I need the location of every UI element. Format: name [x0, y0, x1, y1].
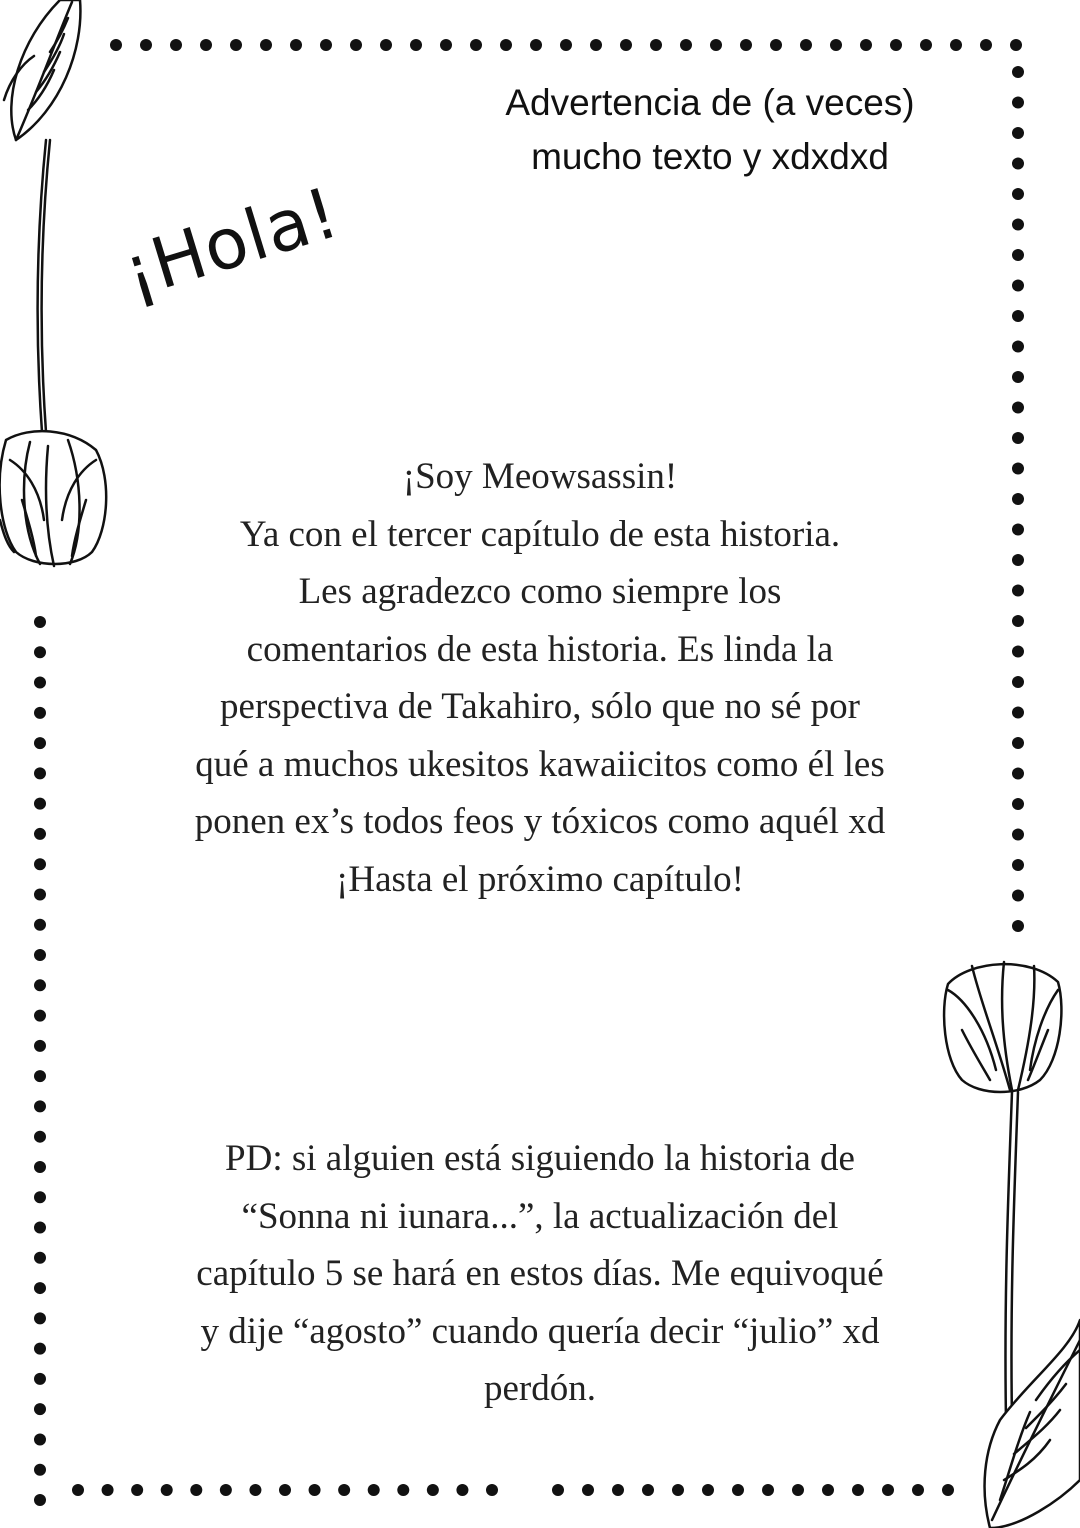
border-dot [34, 1343, 46, 1355]
border-dot [34, 1464, 46, 1476]
border-dot [200, 39, 212, 51]
border-dot [980, 39, 992, 51]
message-line: qué a muchos ukesitos kawaiicitos como él les [195, 743, 885, 785]
border-dot [309, 1484, 321, 1496]
border-dot [34, 737, 46, 749]
border-dot [410, 39, 422, 51]
border-dot [1012, 280, 1024, 292]
tulip-icon-bottom-right [944, 962, 1061, 1420]
border-dot [34, 979, 46, 991]
border-dot [1012, 463, 1024, 475]
border-dot [34, 1040, 46, 1052]
border-dot [1012, 493, 1024, 505]
border-dot [249, 1484, 261, 1496]
border-dot [560, 39, 572, 51]
border-dot [34, 1222, 46, 1234]
border-dot [732, 1484, 744, 1496]
border-dot [34, 1161, 46, 1173]
border-dot [230, 39, 242, 51]
border-dot [1012, 768, 1024, 780]
border-dot [942, 1484, 954, 1496]
border-dot [582, 1484, 594, 1496]
leaf-icon-top-left [4, 0, 80, 140]
border-dot [170, 39, 182, 51]
message-line: Ya con el tercer capítulo de esta historia. [239, 513, 841, 555]
border-dot [440, 39, 452, 51]
border-dot [710, 39, 722, 51]
border-dot [34, 707, 46, 719]
border-dot [34, 767, 46, 779]
border-dot [34, 1252, 46, 1264]
border-dot [368, 1484, 380, 1496]
border-dot [397, 1484, 409, 1496]
border-dot [1012, 219, 1024, 231]
border-dot [34, 949, 46, 961]
border-dot [140, 39, 152, 51]
border-dot [770, 39, 782, 51]
border-dot [1012, 188, 1024, 200]
border-dot [320, 39, 332, 51]
border-dot [882, 1484, 894, 1496]
border-dot [34, 1282, 46, 1294]
border-dot [486, 1484, 498, 1496]
border-dot [34, 888, 46, 900]
border-dot [1012, 97, 1024, 109]
border-dot [1012, 402, 1024, 414]
border-dot [552, 1484, 564, 1496]
postscript-line: PD: si alguien está siguiendo la historia de [225, 1138, 855, 1179]
border-dot [762, 1484, 774, 1496]
border-dot [34, 1433, 46, 1445]
border-dot [740, 39, 752, 51]
border-dot [1012, 890, 1024, 902]
border-dot [190, 1484, 202, 1496]
border-dot [34, 1494, 46, 1506]
border-dot [890, 39, 902, 51]
border-dot [792, 1484, 804, 1496]
border-dot [650, 39, 662, 51]
postscript-line: “Sonna ni iunara...”, la actualización del [241, 1195, 839, 1237]
border-dot [612, 1484, 624, 1496]
border-dot [590, 39, 602, 51]
border-dot [350, 39, 362, 51]
border-dot [800, 39, 812, 51]
border-dot [1012, 829, 1024, 841]
border-dot [161, 1484, 173, 1496]
border-dot [1012, 158, 1024, 170]
border-dot [1012, 371, 1024, 383]
border-dot [34, 1403, 46, 1415]
border-dot [1010, 39, 1022, 51]
border-dot [1012, 707, 1024, 719]
border-dot [220, 1484, 232, 1496]
border-dot [427, 1484, 439, 1496]
message-body [150, 448, 930, 908]
warning-line: mucho texto y xdxdxd [531, 136, 889, 177]
border-dot [912, 1484, 924, 1496]
border-dot [279, 1484, 291, 1496]
border-dot [1012, 432, 1024, 444]
border-dot [456, 1484, 468, 1496]
border-dot [672, 1484, 684, 1496]
border-dot [34, 1373, 46, 1385]
border-dot [34, 677, 46, 689]
border-dot [102, 1484, 114, 1496]
border-dot [1012, 249, 1024, 261]
border-dot [950, 39, 962, 51]
border-dot [852, 1484, 864, 1496]
border-dot [1012, 920, 1024, 932]
border-dot [1012, 554, 1024, 566]
border-dot [1012, 676, 1024, 688]
border-dot [34, 1100, 46, 1112]
border-dot [530, 39, 542, 51]
border-dot [34, 919, 46, 931]
postscript-line: y dije “agosto” cuando quería decir “julio” xd [200, 1310, 880, 1352]
postscript-line: perdón. [484, 1368, 596, 1409]
border-dot [34, 858, 46, 870]
border-dot [860, 39, 872, 51]
postscript-line: capítulo 5 se hará en estos días. Me equivoqué [196, 1253, 884, 1294]
border-dot [260, 39, 272, 51]
border-dot [34, 1312, 46, 1324]
border-dot [72, 1484, 84, 1496]
warning-line: Advertencia de (a veces) [505, 82, 915, 123]
border-dot [34, 1191, 46, 1203]
greeting-title: ¡Hola! [114, 171, 349, 314]
border-dot [1012, 585, 1024, 597]
border-dot [338, 1484, 350, 1496]
border-dot [34, 1131, 46, 1143]
border-dot [822, 1484, 834, 1496]
postscript [150, 1130, 930, 1418]
tulip-icon-top-left [0, 140, 106, 566]
message-line: ponen ex’s todos feos y tóxicos como aquél xd [194, 801, 886, 842]
border-dot [110, 39, 122, 51]
border-dot [34, 1070, 46, 1082]
border-dot [1012, 798, 1024, 810]
border-dot [1012, 341, 1024, 353]
border-dot [702, 1484, 714, 1496]
border-dot [1012, 524, 1024, 536]
border-dot [1012, 859, 1024, 871]
border-dot [470, 39, 482, 51]
border-dot [290, 39, 302, 51]
border-dot [1012, 615, 1024, 627]
border-dot [34, 798, 46, 810]
border-dot [380, 39, 392, 51]
border-dot [34, 828, 46, 840]
message-line: ¡Soy Meowsassin! [402, 456, 678, 497]
border-dot [642, 1484, 654, 1496]
border-dot [830, 39, 842, 51]
border-dot [34, 1010, 46, 1022]
border-dot [1012, 127, 1024, 139]
border-dot [1012, 66, 1024, 78]
border-dot [500, 39, 512, 51]
border-dot [131, 1484, 143, 1496]
warning-note [440, 76, 980, 184]
message-line: perspectiva de Takahiro, sólo que no sé por [220, 686, 860, 727]
border-dot [1012, 737, 1024, 749]
message-line: comentarios de esta historia. Es linda la [246, 628, 834, 670]
border-dot [34, 646, 46, 658]
leaf-icon-bottom-right [985, 1320, 1080, 1528]
border-dot [620, 39, 632, 51]
border-dot [1012, 310, 1024, 322]
border-dot [680, 39, 692, 51]
message-line: ¡Hasta el próximo capítulo! [336, 858, 744, 900]
border-dot [34, 616, 46, 628]
border-dot [920, 39, 932, 51]
border-dot [1012, 646, 1024, 658]
message-line: Les agradezco como siempre los [298, 571, 782, 612]
